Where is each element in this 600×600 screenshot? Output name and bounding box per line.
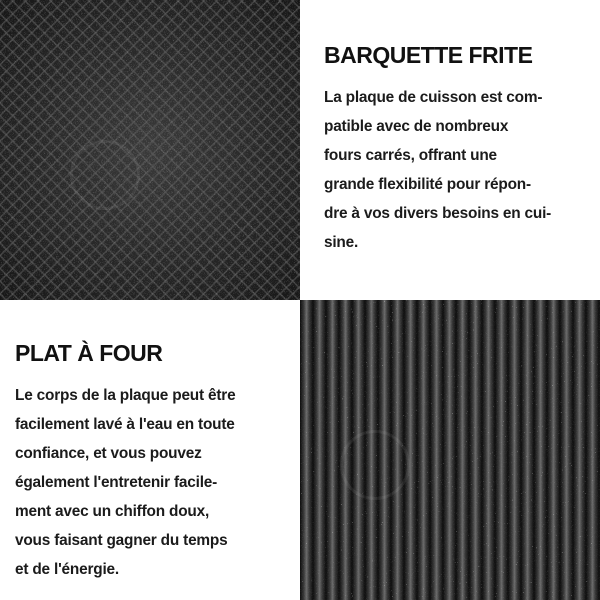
description-line: La plaque de cuisson est com- [324,89,543,106]
description-line: confiance, et vous pouvez [15,445,202,462]
description-line: fours carrés, offrant une [324,147,497,164]
plat-a-four-title: PLAT À FOUR [15,340,163,366]
watermark-logo [340,430,410,500]
description-line: ment avec un chiffon doux, [15,503,210,520]
description-line: et de l'énergie. [15,561,119,578]
description-line: Le corps de la plaque peut être [15,387,236,404]
description-line: patible avec de nombreux [324,118,509,135]
diamond-texture-image [0,0,300,300]
description-line: vous faisant gagner du temps [15,532,228,549]
diamond-texture-panel [0,0,300,300]
description-line: également l'entretenir facile- [15,474,218,491]
description-line: facilement lavé à l'eau en toute [15,416,235,433]
plat-a-four-section [0,300,300,600]
plat-a-four-description [15,381,235,584]
description-line: dre à vos divers besoins en cui- [324,205,552,222]
watermark-logo [70,140,140,210]
ribbed-texture-panel [300,300,600,600]
description-line: grande flexibilité pour répon- [324,176,531,193]
barquette-frite-description [324,83,551,257]
description-line: sine. [324,234,359,251]
barquette-frite-title: BARQUETTE FRITE [324,42,533,68]
barquette-frite-section [300,0,600,300]
